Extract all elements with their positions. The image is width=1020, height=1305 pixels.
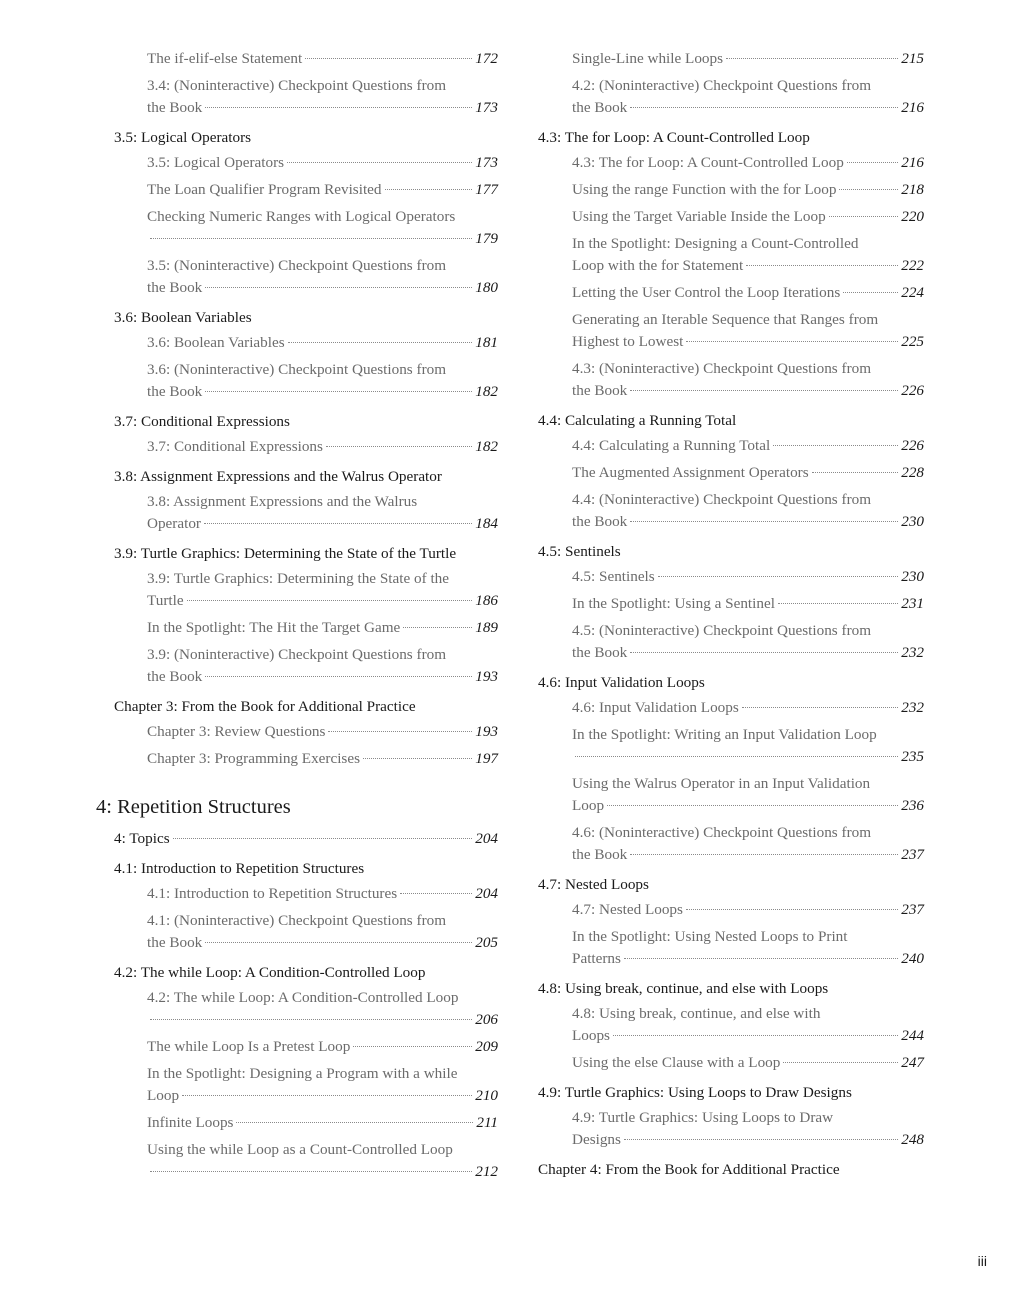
toc-entry[interactable] (572, 48, 924, 70)
toc-entry-page-number: 172 (475, 50, 498, 67)
toc-entry-page-number: 173 (475, 99, 498, 116)
toc-entry-row (572, 380, 924, 402)
toc-entry-page-number: 220 (901, 208, 924, 225)
toc-entry-row (572, 206, 924, 228)
dot-leader (686, 909, 898, 910)
toc-entry[interactable] (114, 828, 498, 850)
toc-entry[interactable] (572, 724, 924, 768)
dot-leader (187, 600, 473, 601)
toc-entry-text-line: 3.6: (Noninteractive) Checkpoint Questions from (147, 361, 447, 378)
toc-entry[interactable] (572, 179, 924, 201)
toc-entry[interactable] (147, 359, 498, 403)
dot-leader (173, 838, 473, 839)
dot-leader (150, 238, 472, 239)
toc-entry-title: Loop (572, 797, 605, 814)
toc-entry-title: Using the else Clause with a Loop (572, 1054, 781, 1071)
toc-entry-title: the Book (147, 668, 203, 685)
toc-entry-row (572, 97, 924, 119)
toc-entry-title: Highest to Lowest (572, 333, 684, 350)
toc-entry[interactable] (572, 773, 924, 817)
toc-entry-row (114, 828, 498, 850)
dot-leader (773, 445, 898, 446)
toc-entry-title: Infinite Loops (147, 1114, 234, 1131)
dot-leader (205, 107, 472, 108)
toc-entry-row (572, 179, 924, 201)
toc-entry-page-number: 216 (901, 99, 924, 116)
dot-leader (726, 58, 898, 59)
toc-entry-page-number: 247 (901, 1054, 924, 1071)
toc-entry-page-number: 182 (475, 383, 498, 400)
dot-leader (742, 707, 898, 708)
dot-leader (204, 523, 472, 524)
toc-section-4-9-turtle-graphics-using-loops-to-draw-designs[interactable]: 4.9: Turtle Graphics: Using Loops to Draw Designs (538, 1084, 852, 1101)
toc-entry-page-number: 209 (475, 1038, 498, 1055)
toc-entry-text-line: 4.8: Using break, continue, and else with (572, 1005, 821, 1022)
page-number: iii (977, 1253, 987, 1269)
toc-entry-row (147, 1036, 498, 1058)
toc-entry[interactable] (572, 462, 924, 484)
toc-entry-page-number: 222 (901, 257, 924, 274)
toc-entry-row (147, 277, 498, 299)
toc-entry-page-number: 173 (475, 154, 498, 171)
dot-leader (182, 1095, 472, 1096)
toc-entry[interactable] (147, 206, 498, 250)
toc-entry-text-line: 4.4: (Noninteractive) Checkpoint Questions from (572, 491, 872, 508)
toc-entry-page-number: 218 (901, 181, 924, 198)
dot-leader (783, 1062, 898, 1063)
dot-leader (829, 216, 899, 217)
toc-entry-page-number: 216 (901, 154, 924, 171)
toc-section-4-4-calculating-a-running-total[interactable]: 4.4: Calculating a Running Total (538, 412, 737, 429)
toc-entry-title: 3.6: Boolean Variables (147, 334, 285, 351)
toc-entry-page-number: 248 (901, 1131, 924, 1148)
toc-entry-page-number: 230 (901, 568, 924, 585)
dot-leader (630, 390, 898, 391)
toc-entry-page-number: 180 (475, 279, 498, 296)
toc-entry[interactable] (147, 48, 498, 70)
toc-entry-page-number: 182 (475, 438, 498, 455)
toc-entry-text-line: 4.5: (Noninteractive) Checkpoint Questions from (572, 622, 872, 639)
dot-leader (385, 189, 473, 190)
toc-entry-title: In the Spotlight: Using a Sentinel (572, 595, 775, 612)
toc-entry[interactable] (147, 910, 498, 954)
toc-entry[interactable] (572, 233, 924, 277)
toc-entry[interactable] (147, 179, 498, 201)
toc-entry-page-number: 211 (476, 1114, 498, 1131)
toc-section-4-8-using-break-continue-and-else-with-loops[interactable]: 4.8: Using break, continue, and else with Loops (538, 980, 829, 997)
dot-leader (205, 942, 472, 943)
toc-entry[interactable] (572, 358, 924, 402)
toc-entry[interactable] (147, 152, 498, 174)
toc-entry[interactable] (147, 883, 498, 905)
toc-entry-title: 4: Topics (114, 830, 170, 847)
toc-section-3-9-turtle-graphics-determining-the-state-of-the-t[interactable]: 3.9: Turtle Graphics: Determining the State of the Turtle (114, 545, 457, 562)
toc-entry[interactable] (572, 206, 924, 228)
dot-leader (403, 627, 472, 628)
toc-entry[interactable] (572, 435, 924, 457)
toc-entry-row (147, 932, 498, 954)
toc-entry-row (147, 748, 498, 770)
toc-entry-row (572, 511, 924, 533)
toc-entry-title: Turtle (147, 592, 184, 609)
toc-entry-title: The Augmented Assignment Operators (572, 464, 809, 481)
toc-entry-title: 4.7: Nested Loops (572, 901, 683, 918)
toc-entry-page-number: 181 (475, 334, 498, 351)
toc-entry-page-number: 179 (475, 230, 498, 247)
toc-entry-title: 3.7: Conditional Expressions (147, 438, 323, 455)
toc-entry-row (147, 381, 498, 403)
toc-entry-row (572, 642, 924, 664)
toc-entry-title: 4.5: Sentinels (572, 568, 655, 585)
toc-entry[interactable] (572, 697, 924, 719)
dot-leader (205, 391, 472, 392)
toc-entry-title: The if-elif-else Statement (147, 50, 303, 67)
dot-leader (847, 162, 898, 163)
toc-entry-row (147, 179, 498, 201)
dot-leader (624, 1139, 898, 1140)
toc-entry-row (572, 255, 924, 277)
dot-leader (305, 58, 472, 59)
toc-entry[interactable] (147, 568, 498, 612)
toc-entry[interactable] (147, 1063, 498, 1107)
toc-entry-page-number: 244 (901, 1027, 924, 1044)
dot-leader (658, 576, 899, 577)
toc-entry-title: Single-Line while Loops (572, 50, 724, 67)
toc-entry-page-number: 237 (901, 901, 924, 918)
toc-entry-row (572, 1052, 924, 1074)
toc-entry-title: In the Spotlight: The Hit the Target Game (147, 619, 401, 636)
toc-right-column (538, 48, 924, 1184)
toc-entry-row (572, 566, 924, 588)
toc-section-chapter-4-from-the-book-for-additional-practice[interactable]: Chapter 4: From the Book for Additional Practice (538, 1161, 840, 1178)
toc-entry-title: the Book (147, 99, 203, 116)
toc-entry-row (572, 435, 924, 457)
toc-entry-row (147, 1112, 498, 1134)
toc-entry-text-line: 4.1: (Noninteractive) Checkpoint Questions from (147, 912, 447, 929)
toc-entry-page-number: 230 (901, 513, 924, 530)
toc-entry-title: the Book (572, 513, 628, 530)
toc-entry-title: the Book (572, 846, 628, 863)
toc-entry-text-line: In the Spotlight: Designing a Count-Controlled (572, 235, 859, 252)
toc-entry-title: 4.1: Introduction to Repetition Structures (147, 885, 398, 902)
toc-entry[interactable] (147, 436, 498, 458)
toc-entry-row (147, 152, 498, 174)
toc-entry-row (147, 617, 498, 639)
toc-entry[interactable] (147, 721, 498, 743)
toc-entry-text-line: Using the Walrus Operator in an Input Validation (572, 775, 871, 792)
toc-entry-row (147, 436, 498, 458)
toc-entry-row (572, 331, 924, 353)
toc-section-4-5-sentinels[interactable]: 4.5: Sentinels (538, 543, 621, 560)
toc-entry-title: Chapter 3: Programming Exercises (147, 750, 360, 767)
toc-entry[interactable] (572, 489, 924, 533)
toc-entry[interactable] (147, 1112, 498, 1134)
toc-entry-row (147, 721, 498, 743)
toc-section-3-6-boolean-variables[interactable]: 3.6: Boolean Variables (114, 309, 252, 326)
toc-entry-page-number: 232 (901, 699, 924, 716)
toc-section-chapter-3-from-the-book-for-additional-practice[interactable]: Chapter 3: From the Book for Additional Practice (114, 698, 416, 715)
toc-entry-page-number: 186 (475, 592, 498, 609)
toc-section-4-2-the-while-loop-a-condition-controlled-loop[interactable]: 4.2: The while Loop: A Condition-Controlled Loop (114, 964, 426, 981)
dot-leader (686, 341, 898, 342)
toc-entry[interactable] (147, 75, 498, 119)
toc-section-3-7-conditional-expressions[interactable]: 3.7: Conditional Expressions (114, 413, 290, 430)
toc-entry-title: Using the range Function with the for Loop (572, 181, 837, 198)
toc-entry-row (147, 48, 498, 70)
toc-entry-title: the Book (147, 934, 203, 951)
dot-leader (746, 265, 898, 266)
toc-entry-text-line: 3.8: Assignment Expressions and the Walrus (147, 493, 418, 510)
dot-leader (843, 292, 898, 293)
dot-leader (205, 676, 472, 677)
toc-entry-title: the Book (572, 99, 628, 116)
toc-entry-row (572, 152, 924, 174)
toc-entry[interactable] (572, 926, 924, 970)
toc-entry-row (147, 513, 498, 535)
toc-entry-page-number: 184 (475, 515, 498, 532)
toc-entry-row (147, 97, 498, 119)
toc-entry-text-line: 4.2: (Noninteractive) Checkpoint Questions from (572, 77, 872, 94)
toc-section-4-7-nested-loops[interactable]: 4.7: Nested Loops (538, 876, 649, 893)
toc-entry[interactable] (572, 566, 924, 588)
toc-entry-page-number: 177 (475, 181, 498, 198)
toc-entry[interactable] (572, 1003, 924, 1047)
toc-entry-text-line: 4.2: The while Loop: A Condition-Controlled Loop (147, 989, 459, 1006)
dot-leader (236, 1122, 473, 1123)
toc-entry[interactable] (147, 644, 498, 688)
toc-entry-title: 3.5: Logical Operators (147, 154, 285, 171)
toc-entry-text-line: In the Spotlight: Writing an Input Validation Loop (572, 726, 877, 743)
toc-entry-row (572, 48, 924, 70)
toc-section-3-8-assignment-expressions-and-the-walrus-operator[interactable]: 3.8: Assignment Expressions and the Walrus Operator (114, 468, 442, 485)
dot-leader (812, 472, 899, 473)
toc-entry-page-number: 212 (475, 1163, 498, 1180)
toc-entry-text-line: In the Spotlight: Designing a Program with a while (147, 1065, 458, 1082)
toc-entry[interactable] (147, 1036, 498, 1058)
toc-entry-page-number: 205 (475, 934, 498, 951)
toc-entry-page-number: 240 (901, 950, 924, 967)
toc-entry-page-number: 204 (475, 885, 498, 902)
toc-entry-page-number: 197 (475, 750, 498, 767)
dot-leader (630, 652, 898, 653)
toc-entry-row (572, 1129, 924, 1151)
toc-entry-text-line: 3.4: (Noninteractive) Checkpoint Questions from (147, 77, 447, 94)
toc-entry-text-line: 3.5: (Noninteractive) Checkpoint Questions from (147, 257, 447, 274)
toc-entry-row (147, 332, 498, 354)
toc-entry[interactable] (147, 332, 498, 354)
dot-leader (630, 854, 898, 855)
dot-leader (205, 287, 472, 288)
toc-section-3-5-logical-operators[interactable]: 3.5: Logical Operators (114, 129, 252, 146)
toc-entry-title: 4.4: Calculating a Running Total (572, 437, 771, 454)
toc-entry-text-line: Using the while Loop as a Count-Controlled Loop (147, 1141, 453, 1158)
toc-entry-row (147, 1009, 498, 1031)
toc-entry[interactable] (147, 987, 498, 1031)
toc-entry-page-number: 226 (901, 382, 924, 399)
dot-leader (150, 1019, 472, 1020)
toc-entry[interactable] (147, 748, 498, 770)
toc-entry-text-line: 3.9: Turtle Graphics: Determining the State of the (147, 570, 450, 587)
toc-section-4-3-the-for-loop-a-count-controlled-loop[interactable]: 4.3: The for Loop: A Count-Controlled Loop (538, 129, 810, 146)
toc-entry-page-number: 236 (901, 797, 924, 814)
toc-entry-row (572, 697, 924, 719)
dot-leader (630, 521, 898, 522)
toc-entry[interactable] (572, 282, 924, 304)
toc-entry-row (147, 883, 498, 905)
dot-leader (839, 189, 898, 190)
toc-entry-page-number: 235 (901, 748, 924, 765)
toc-entry-page-number: 206 (475, 1011, 498, 1028)
toc-entry-page-number: 225 (901, 333, 924, 350)
toc-entry-text-line: Checking Numeric Ranges with Logical Operators (147, 208, 456, 225)
toc-entry[interactable] (572, 75, 924, 119)
toc-entry-text-line: 4.6: (Noninteractive) Checkpoint Questions from (572, 824, 872, 841)
toc-entry[interactable] (572, 152, 924, 174)
toc-entry[interactable] (147, 617, 498, 639)
toc-section-4-6-input-validation-loops[interactable]: 4.6: Input Validation Loops (538, 674, 705, 691)
toc-entry-row (572, 948, 924, 970)
toc-entry-page-number: 193 (475, 668, 498, 685)
toc-entry[interactable] (572, 1107, 924, 1151)
toc-entry-page-number: 193 (475, 723, 498, 740)
toc-entry-row (147, 590, 498, 612)
toc-entry[interactable] (572, 899, 924, 921)
dot-leader (624, 958, 898, 959)
toc-entry-title: The while Loop Is a Pretest Loop (147, 1038, 351, 1055)
toc-entry-page-number: 204 (475, 830, 498, 847)
toc-entry-text-line: In the Spotlight: Using Nested Loops to Print (572, 928, 848, 945)
toc-entry[interactable] (572, 593, 924, 615)
toc-entry-page-number: 228 (901, 464, 924, 481)
toc-entry-title: Chapter 3: Review Questions (147, 723, 326, 740)
dot-leader (630, 107, 898, 108)
toc-entry-row (572, 593, 924, 615)
toc-section-4-1-introduction-to-repetition-structures[interactable]: 4.1: Introduction to Repetition Structures (114, 860, 365, 877)
toc-entry[interactable] (572, 1052, 924, 1074)
toc-entry-page-number: 215 (901, 50, 924, 67)
toc-entry-title: the Book (147, 383, 203, 400)
toc-entry-page-number: 224 (901, 284, 924, 301)
toc-entry-title: Patterns (572, 950, 621, 967)
toc-entry-page-number: 210 (475, 1087, 498, 1104)
toc-entry-title: Loop with the for Statement (572, 257, 744, 274)
toc-chapter-heading[interactable]: 4: Repetition Structures (96, 796, 291, 818)
toc-entry-row (572, 844, 924, 866)
toc-entry-title: the Book (147, 279, 203, 296)
dot-leader (288, 342, 473, 343)
toc-entry-title: Designs (572, 1131, 621, 1148)
toc-entry-row (572, 746, 924, 768)
toc-entry-page-number: 226 (901, 437, 924, 454)
dot-leader (287, 162, 472, 163)
toc-entry[interactable] (147, 491, 498, 535)
toc-entry-row (572, 1025, 924, 1047)
dot-leader (363, 758, 472, 759)
toc-entry-title: Letting the User Control the Loop Iterations (572, 284, 841, 301)
toc-entry-title: Loop (147, 1087, 180, 1104)
toc-entry[interactable] (147, 1139, 498, 1183)
toc-entry-title: Operator (147, 515, 201, 532)
toc-entry[interactable] (147, 255, 498, 299)
toc-entry[interactable] (572, 620, 924, 664)
toc-entry-page-number: 189 (475, 619, 498, 636)
dot-leader (400, 893, 472, 894)
toc-entry-row (572, 795, 924, 817)
toc-entry-row (572, 462, 924, 484)
toc-entry-title: Using the Target Variable Inside the Loop (572, 208, 826, 225)
toc-entry-text-line: 4.9: Turtle Graphics: Using Loops to Draw (572, 1109, 834, 1126)
toc-entry-text-line: Generating an Iterable Sequence that Ranges from (572, 311, 879, 328)
dot-leader (326, 446, 472, 447)
toc-entry-title: 4.3: The for Loop: A Count-Controlled Loop (572, 154, 844, 171)
toc-entry-page-number: 237 (901, 846, 924, 863)
toc-entry-title: Loops (572, 1027, 610, 1044)
toc-entry-row (147, 228, 498, 250)
toc-entry-page-number: 231 (901, 595, 924, 612)
toc-entry-title: 4.6: Input Validation Loops (572, 699, 739, 716)
toc-entry-text-line: 4.3: (Noninteractive) Checkpoint Questions from (572, 360, 872, 377)
dot-leader (328, 731, 472, 732)
toc-entry[interactable] (572, 822, 924, 866)
toc-entry-row (147, 1085, 498, 1107)
toc-entry[interactable] (572, 309, 924, 353)
toc-entry-row (147, 1161, 498, 1183)
dot-leader (613, 1035, 898, 1036)
toc-entry-title: the Book (572, 644, 628, 661)
toc-entry-text-line: 3.9: (Noninteractive) Checkpoint Questions from (147, 646, 447, 663)
dot-leader (778, 603, 898, 604)
toc-entry-title: The Loan Qualifier Program Revisited (147, 181, 382, 198)
dot-leader (575, 756, 898, 757)
toc-entry-row (147, 666, 498, 688)
dot-leader (150, 1171, 472, 1172)
toc-entry-row (572, 899, 924, 921)
toc-entry-page-number: 232 (901, 644, 924, 661)
toc-entry-row (572, 282, 924, 304)
dot-leader (353, 1046, 472, 1047)
dot-leader (607, 805, 898, 806)
toc-left-column (96, 48, 498, 1188)
toc-entry-title: the Book (572, 382, 628, 399)
